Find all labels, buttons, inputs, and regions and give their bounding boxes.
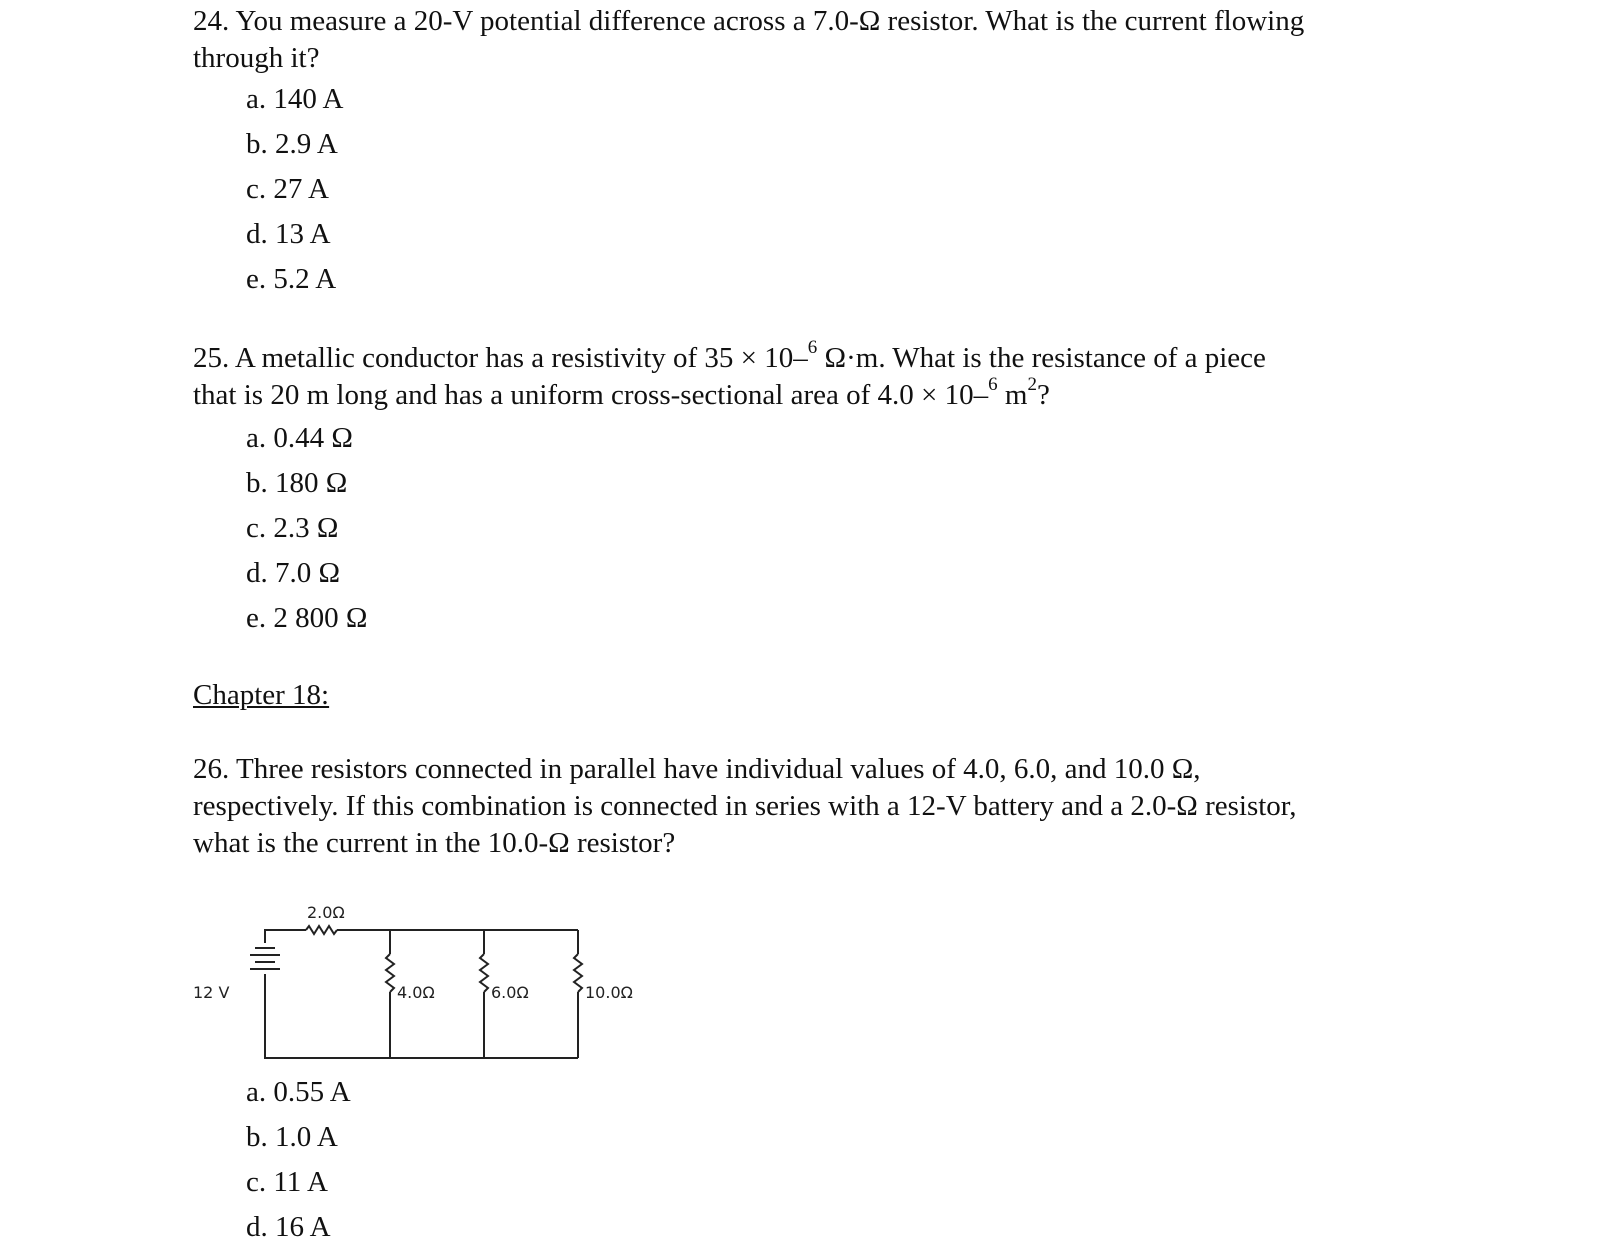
option-c: c. 2.3 Ω bbox=[246, 512, 339, 544]
option-e: e. 5.2 A bbox=[246, 263, 337, 295]
series-resistor bbox=[306, 926, 337, 934]
option-b: b. 2.9 A bbox=[246, 128, 338, 160]
question-25-options bbox=[246, 420, 367, 645]
question-number: 25. bbox=[193, 342, 230, 374]
option-a: a. 0.55 A bbox=[246, 1076, 351, 1108]
option-b: b. 1.0 A bbox=[246, 1121, 338, 1153]
resistor-4 bbox=[386, 954, 394, 992]
question-text: m bbox=[997, 379, 1028, 411]
question-text: You measure a 20-V potential difference across a 7.0-Ω resistor. What is the current flowing bbox=[235, 5, 1305, 37]
question-text: Three resistors connected in parallel have individual values of 4.0, 6.0, and 10.0 Ω, bbox=[235, 753, 1201, 785]
question-26 bbox=[193, 751, 1453, 862]
option-d: d. 13 A bbox=[246, 218, 331, 250]
question-26-line-1 bbox=[193, 751, 1453, 788]
question-number: 26. bbox=[193, 753, 230, 785]
top-wire bbox=[265, 930, 306, 943]
question-25-line-1 bbox=[193, 337, 1453, 377]
battery-label: 12 V bbox=[193, 983, 230, 1002]
series-resistor-label: 2.0Ω bbox=[307, 903, 345, 922]
question-24-options bbox=[246, 81, 343, 306]
resistor-label: 6.0Ω bbox=[491, 983, 529, 1002]
question-26-line-3: what is the current in the 10.0-Ω resistor? bbox=[193, 827, 676, 859]
question-text: ? bbox=[1036, 379, 1050, 411]
circuit-diagram bbox=[185, 888, 685, 1068]
option-b: b. 180 Ω bbox=[246, 467, 348, 499]
option-a: a. 0.44 Ω bbox=[246, 422, 353, 454]
chapter-heading: Chapter 18: bbox=[193, 679, 330, 711]
resistor-label: 4.0Ω bbox=[397, 983, 435, 1002]
question-24 bbox=[193, 3, 1453, 77]
option-e: e. 2 800 Ω bbox=[246, 602, 368, 634]
question-24-line-2: through it? bbox=[193, 42, 320, 74]
option-d: d. 16 A bbox=[246, 1211, 331, 1243]
resistor-label: 10.0Ω bbox=[585, 983, 633, 1002]
resistor-6 bbox=[480, 954, 488, 992]
question-24-line-1 bbox=[193, 3, 1453, 40]
option-d: d. 7.0 Ω bbox=[246, 557, 341, 589]
question-text: A metallic conductor has a resistivity of 35 × 10– bbox=[234, 342, 808, 374]
exponent: 2 bbox=[1027, 374, 1037, 396]
question-26-options bbox=[246, 1074, 351, 1254]
option-a: a. 140 A bbox=[246, 83, 344, 115]
question-text: Ω·m. What is the resistance of a piece bbox=[817, 342, 1266, 374]
option-c: c. 11 A bbox=[246, 1166, 328, 1198]
resistor-10 bbox=[574, 954, 582, 992]
question-25-line-2 bbox=[193, 374, 1453, 414]
question-text: that is 20 m long and has a uniform cross-sectional area of 4.0 × 10– bbox=[193, 379, 989, 411]
option-c: c. 27 A bbox=[246, 173, 329, 205]
question-number: 24. bbox=[193, 5, 230, 37]
question-26-line-2: respectively. If this combination is connected in series with a 12-V battery and a 2.0-Ω resistor, bbox=[193, 790, 1297, 822]
exponent: 6 bbox=[807, 337, 818, 359]
exponent: 6 bbox=[988, 374, 998, 396]
question-25 bbox=[193, 337, 1453, 414]
